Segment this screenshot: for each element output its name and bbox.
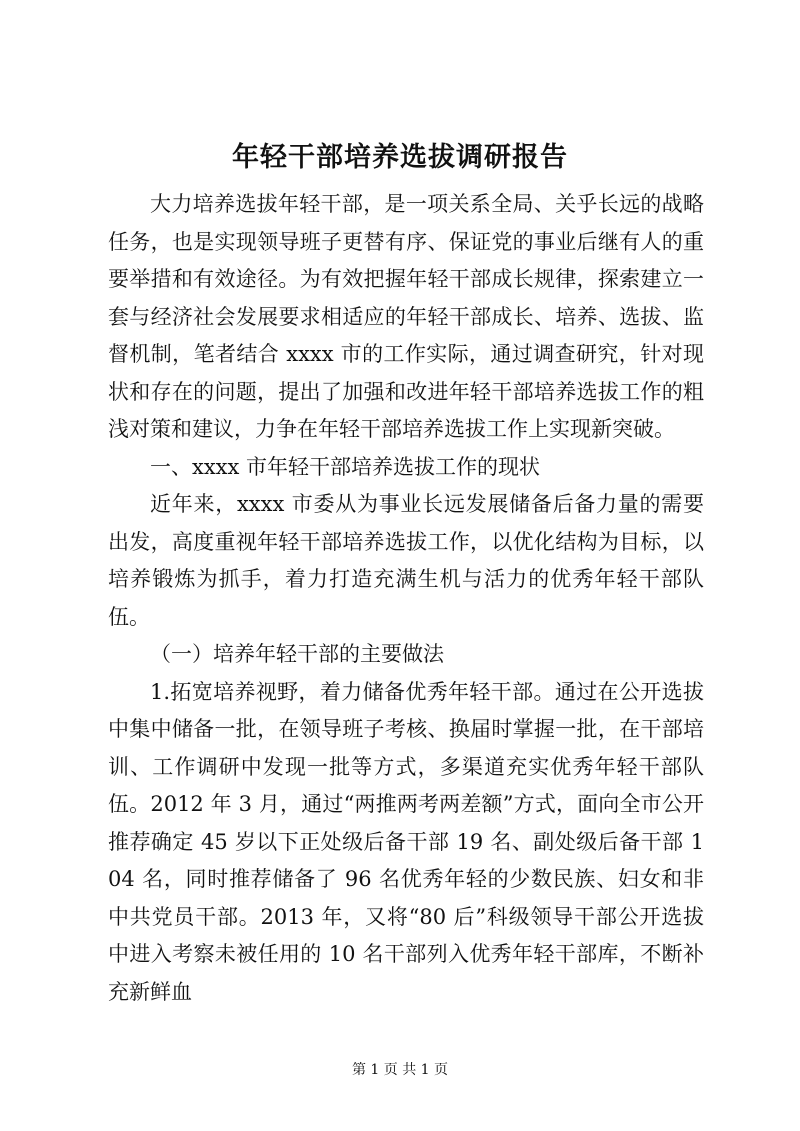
document-title: 年轻干部培养选拔调研报告 <box>232 142 568 173</box>
document-body <box>108 186 704 1011</box>
page-footer: 第 1 页 共 1 页 <box>351 1062 449 1078</box>
section-heading-1: 一、xxxx 市年轻干部培养选拔工作的现状 <box>150 454 541 479</box>
intro-paragraph: 大力培养选拔年轻干部，是一项关系全局、关乎长远的战略任务，也是实现领导班子更替有序、保证党的事业后继有人的重要举措和有效途径。为有效把握年轻干部成长规律，探索建立一套与经济社会发展要求相适应的年轻干部成长、培养、选拔、监督机制，笔者结合 xxxx 市的工作实际，通过调查研究，针对现状和存在的问题，提出了加强和改进年轻干部培养选拔工作的粗浅对策和建议，力争在年轻干部培养选拔工作上实现新突破。 <box>108 192 704 441</box>
subsection-heading-1: （一）培养年轻干部的主要做法 <box>150 642 444 666</box>
subsection-1-paragraph: 1.拓宽培养视野，着力储备优秀年轻干部。通过在公开选拔中集中储备一批，在领导班子考核、换届时掌握一批，在干部培训、工作调研中发现一批等方式，多渠道充实优秀年轻干部队伍。2012 年 3 月，通过“两推两考两差额”方式，面向全市公开推荐确定 45 岁以下正处级后备干部 19 名、副处级后备干部 104 名，同时推荐储备了 96 名优秀年轻的少数民族、妇女和非中共党员干部。2013 年，又将“80 后”科级领导干部公开选拔中进入考察未被任用的 10 名干部列入优秀年轻干部库，不断补充新鲜血 <box>108 679 704 1004</box>
section-1-paragraph: 近年来，xxxx 市委从为事业长远发展储备后备力量的需要出发，高度重视年轻干部培养选拔工作，以优化结构为目标，以培养锻炼为抓手，着力打造充满生机与活力的优秀年轻干部队伍。 <box>108 492 704 629</box>
